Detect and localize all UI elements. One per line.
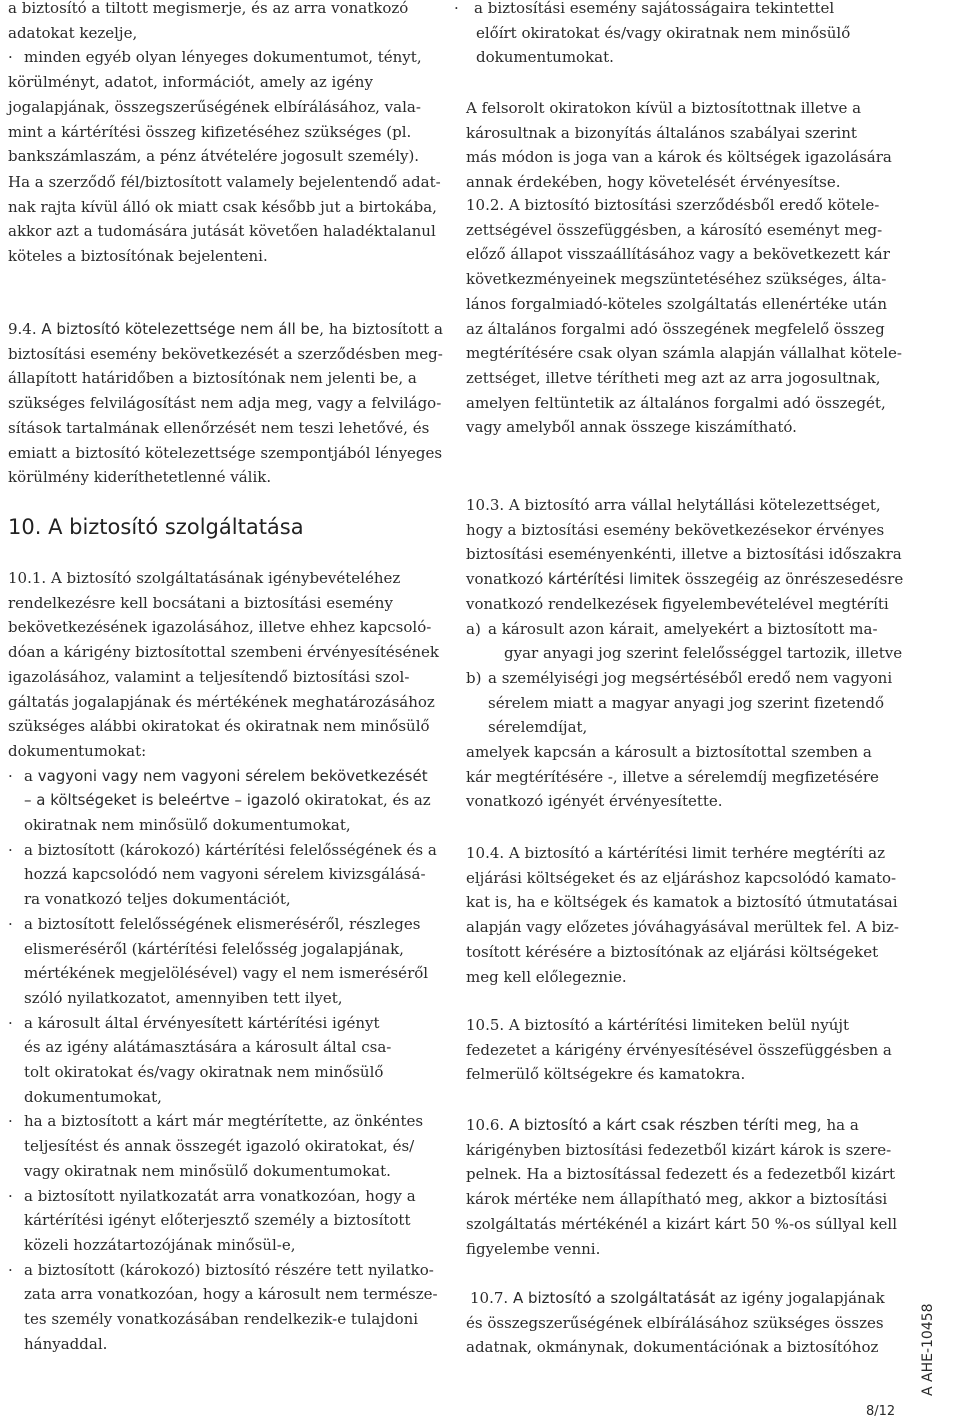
list-item: b) a személyiségi jog megsértéséből eredő nem vagyoni bbox=[466, 668, 893, 687]
section-highlight: A biztosító kötelezettsége nem áll be bbox=[41, 320, 320, 338]
section-10-1 bbox=[8, 566, 439, 1357]
text-line: biztosítási eseményenkénti, illetve a biztosítási időszakra bbox=[466, 545, 902, 564]
document-code: A AHE-10458 bbox=[920, 1303, 936, 1396]
left-top-block bbox=[8, 0, 426, 169]
text-line: alapján vagy előzetes jóváhagyásával merültek fel. A biz- bbox=[466, 918, 899, 937]
text-line: előző állapot visszaállításához vagy a bekövetkezett kár bbox=[466, 245, 890, 264]
text-line: bekövetkezésének igazolásához, illetve ehhez kapcsoló- bbox=[8, 618, 432, 637]
highlight-text: vagyoni vagy nem vagyoni sérelem bekövetkezését bbox=[37, 766, 428, 785]
text-line: eljárási költségeket és az eljáráshoz kapcsolódó kamato- bbox=[466, 868, 897, 887]
text-line: tes személy vonatkozásában rendelkezik-e tulajdoni bbox=[24, 1310, 419, 1329]
section-9-4 bbox=[8, 317, 443, 490]
text-line: gáltatás jogalapjának és mértékének meghatározásához bbox=[8, 692, 435, 711]
text-line: 10.3. A biztosító arra vállal helytállási kötelezettséget, bbox=[466, 496, 881, 514]
list-item: · a biztosítási esemény sajátosságaira tekintettel bbox=[454, 0, 835, 17]
text-line: kártérítési igényt előterjesztő személy a biztosított bbox=[24, 1211, 411, 1230]
text-line: károsultnak a bizonyítás általános szabályai szerint bbox=[466, 123, 857, 142]
text-line: 10.4. A biztosító a kártérítési limit terhére megtéríti az bbox=[466, 844, 886, 862]
text-line: tolt okiratokat és/vagy okiratnak nem minősülő bbox=[24, 1063, 384, 1082]
section-10-2 bbox=[466, 193, 902, 440]
text-line: körülmény kideríthetetlenné válik. bbox=[8, 468, 272, 487]
text-line: tosított kérésére a biztosítónak az eljárási költségeket bbox=[466, 942, 879, 961]
text-line: más módon is joga van a károk és költségek igazolására bbox=[466, 148, 892, 167]
text-line: következményeinek megszüntetéséhez szükséges, álta- bbox=[466, 270, 887, 289]
text-line: rendelkezésre kell bocsátani a biztosítási esemény bbox=[8, 593, 393, 612]
list-item: · a biztosított nyilatkozatát arra vonatkozóan, hogy a bbox=[8, 1186, 416, 1205]
text-line: dóan a kárigény biztosítottal szembeni érvényesítésének bbox=[8, 643, 439, 662]
text-line: felmerülő költségekre és kamatokra. bbox=[466, 1065, 746, 1084]
text-line: zata arra vonatkozóan, hogy a károsult nem természe- bbox=[24, 1285, 438, 1304]
text-line: fedezetet a kárigény érvényesítésével összefüggésben a bbox=[466, 1040, 892, 1059]
text-line: ra vonatkozó teljes dokumentációt, bbox=[24, 890, 291, 909]
text-line: szóló nyilatkozatot, amennyiben tett ilyet, bbox=[24, 988, 343, 1007]
text-line: kár megtérítésére -, illetve a sérelemdíj megfizetésére bbox=[466, 767, 879, 786]
section-10-6 bbox=[466, 1113, 896, 1261]
text-line: vagy okiratnak nem minősülő dokumentumokat. bbox=[24, 1161, 391, 1180]
text-line: lános forgalmiadó-köteles szolgáltatás ellenértéke után bbox=[466, 294, 887, 313]
text-line: jogalapjának, összegszerűségének elbírálásához, vala- bbox=[8, 97, 421, 116]
list-item: · a biztosított (károkozó) biztosító részére tett nyilatko- bbox=[8, 1260, 434, 1279]
text-line: Ha a szerződő fél/biztosított valamely bejelentendő adat- bbox=[8, 173, 441, 191]
list-item: · a biztosított felelősségének elismeréséről, részleges bbox=[8, 914, 421, 933]
text-line: 10.1. A biztosító szolgáltatásának igénybevételéhez bbox=[8, 569, 401, 587]
section-10-5 bbox=[466, 1013, 896, 1087]
text-line: kat is, ha e költségek és kamatok a biztosító útmutatásai bbox=[466, 893, 898, 912]
text-line: dokumentumokat. bbox=[476, 48, 614, 67]
text-line: megtérítésére csak olyan számla alapján vállalhat kötele- bbox=[466, 344, 902, 363]
list-item: · minden egyéb olyan lényeges dokumentumot, tényt, bbox=[8, 48, 422, 67]
text-line: akkor azt a tudomására jutását követően haladéktalanul bbox=[8, 222, 436, 241]
text-line: előírt okiratokat és/vagy okiratnak nem minősülő bbox=[476, 23, 851, 42]
text-line: kárigényben biztosítási fedezetből kizárt károk is szere- bbox=[466, 1140, 892, 1159]
text-line: amelyek kapcsán a károsult a biztosítottal szemben a bbox=[466, 743, 872, 762]
text-line: közeli hozzátartozójának minősül-e, bbox=[24, 1235, 296, 1254]
highlight-text: A biztosító a kárt csak részben téríti meg bbox=[508, 1116, 817, 1134]
text-line: okiratnak nem minősülő dokumentumokat, bbox=[24, 816, 351, 835]
text-line: mint a kártérítési összeg kifizetéséhez szükséges (pl. bbox=[8, 122, 412, 141]
list-item: · a károsult által érvényesített kártérítési igényt bbox=[8, 1013, 380, 1032]
text-line: figyelembe venni. bbox=[466, 1239, 601, 1258]
text-line: 9.4. A biztosító kötelezettsége nem áll be, ha biztosított a bbox=[8, 320, 443, 338]
section-10-7 bbox=[466, 1286, 896, 1360]
text-line: zettséget, illetve térítheti meg azt az arra jogosultnak, bbox=[466, 368, 881, 387]
text-line: emiatt a biztosító kötelezettsége szempontjából lényeges bbox=[8, 443, 443, 462]
text-line: a biztosító a tiltott megismerje, és az arra vonatkozó bbox=[8, 0, 409, 17]
text-line: szolgáltatás mértékénél a kizárt kárt 50 %-os súllyal kell bbox=[466, 1214, 898, 1233]
highlight-text: kártérítési limitek bbox=[547, 570, 680, 589]
text-line: sítások tartalmának ellenőrzését nem teszi lehetővé, és bbox=[8, 418, 430, 437]
list-item: · a vagyoni vagy nem vagyoni sérelem bekövetkezését bbox=[8, 766, 428, 785]
text-line: gyar anyagi jog szerint felelősséggel tartozik, illetve bbox=[504, 644, 903, 663]
text-line: teljesítést és annak összegét igazoló okiratokat, és/ bbox=[24, 1137, 415, 1156]
text-line: hányaddal. bbox=[24, 1334, 108, 1353]
text-line: vagy amelyből annak összege kiszámítható. bbox=[466, 418, 797, 437]
text-line: vonatkozó rendelkezések figyelembevételével megtéríti bbox=[466, 594, 889, 613]
text-line: adatnak, okmánynak, dokumentációnak a biztosítóhoz bbox=[466, 1338, 879, 1357]
text-line: dokumentumokat, bbox=[24, 1087, 162, 1106]
text-line: A felsorolt okiratokon kívül a biztosítottnak illetve a bbox=[466, 99, 862, 117]
text-line: vonatkozó kártérítési limitek összegéig az önrészesedésre bbox=[466, 570, 904, 589]
text-line: elismeréséről (kártérítési felelősség jogalapjának, bbox=[24, 939, 404, 958]
text-line: mértékének megjelölésével) vagy el nem ismeréséről bbox=[24, 964, 429, 983]
paragraph-notify bbox=[8, 170, 441, 269]
section-number: 9.4. bbox=[8, 320, 37, 338]
text-line: körülményt, adatot, információt, amely az igény bbox=[8, 73, 373, 92]
list-item: · ha a biztosított a kárt már megtérítette, az önkéntes bbox=[8, 1112, 424, 1131]
text-line: 10.6. A biztosító a kárt csak részben téríti meg, ha a bbox=[466, 1116, 859, 1134]
text-line: vonatkozó igényét érvényesítette. bbox=[466, 792, 723, 811]
text-line: szükséges felvilágosítást nem adja meg, vagy a felvilágo- bbox=[8, 394, 442, 413]
text-line: 10.7. A biztosító a szolgáltatását az igény jogalapjának bbox=[470, 1289, 885, 1307]
text-line: dokumentumokat: bbox=[8, 741, 147, 760]
text-line: állapított határidőben a biztosítónak nem jelenti be, a bbox=[8, 369, 417, 388]
right-top-bullet bbox=[454, 0, 894, 70]
paragraph-other-evidence bbox=[466, 96, 896, 195]
text-line: – a költségeket is beleértve – igazoló okiratokat, és az bbox=[24, 791, 431, 810]
text-line: meg kell előlegeznie. bbox=[466, 967, 627, 986]
text-line: adatokat kezelje, bbox=[8, 23, 138, 42]
text-line: köteles a biztosítónak bejelenteni. bbox=[8, 247, 268, 266]
text-line: annak érdekében, hogy követelését érvényesítse. bbox=[466, 173, 841, 192]
text-line: 10.2. A biztosító biztosítási szerződésből eredő kötele- bbox=[466, 196, 880, 214]
section-10-3 bbox=[466, 493, 904, 814]
highlight-text: – a költségeket is beleértve – igazoló bbox=[24, 791, 301, 810]
text-line: bankszámlaszám, a pénz átvételére jogosult személy). bbox=[8, 147, 420, 166]
text-line: 10.5. A biztosító a kártérítési limiteken belül nyújt bbox=[466, 1016, 850, 1034]
text-line: amelyen feltüntetik az általános forgalmi adó összegét, bbox=[466, 393, 886, 412]
text-line: hozzá kapcsolódó nem vagyoni sérelem kivizsgálásá- bbox=[24, 865, 426, 884]
text-line: igazolásához, valamint a teljesítendő biztosítási szol- bbox=[8, 667, 410, 686]
text-line: az általános forgalmi adó összegének megfelelő összeg bbox=[466, 319, 885, 338]
text-line: pelnek. Ha a biztosítással fedezett és a fedezetből kizárt bbox=[466, 1165, 896, 1184]
text-line: és összegszerűségének elbírálásához szükséges összes bbox=[466, 1313, 884, 1332]
text-line: és az igény alátámasztására a károsult által csa- bbox=[24, 1038, 392, 1057]
text-line: károk mértéke nem állapítható meg, akkor a biztosítási bbox=[466, 1190, 888, 1209]
highlight-text: A biztosító a szolgáltatását bbox=[512, 1289, 716, 1307]
text-line: sérelem miatt a magyar anyagi jog szerint fizetendő bbox=[488, 693, 885, 712]
text-line: hogy a biztosítási esemény bekövetkezésekor érvényes bbox=[466, 520, 885, 539]
section-heading: 10. A biztosító szolgáltatása bbox=[8, 515, 304, 539]
list-item: · a biztosított (károkozó) kártérítési felelősségének és a bbox=[8, 840, 437, 859]
text-line: biztosítási esemény bekövetkezését a szerződésben meg- bbox=[8, 344, 443, 363]
text-line: szükséges alábbi okiratokat és okiratnak nem minősülő bbox=[8, 717, 430, 736]
text-line: sérelemdíjat, bbox=[488, 718, 588, 737]
page-number: 8/12 bbox=[866, 1404, 896, 1419]
list-item: a) a károsult azon kárait, amelyekért a biztosított ma- bbox=[466, 619, 878, 638]
text-line: zettségével összefüggésben, a károsító eseményt meg- bbox=[466, 220, 883, 239]
section-10-4 bbox=[466, 841, 899, 989]
text-line: nak rajta kívül álló ok miatt csak később jut a birtokába, bbox=[8, 197, 437, 216]
